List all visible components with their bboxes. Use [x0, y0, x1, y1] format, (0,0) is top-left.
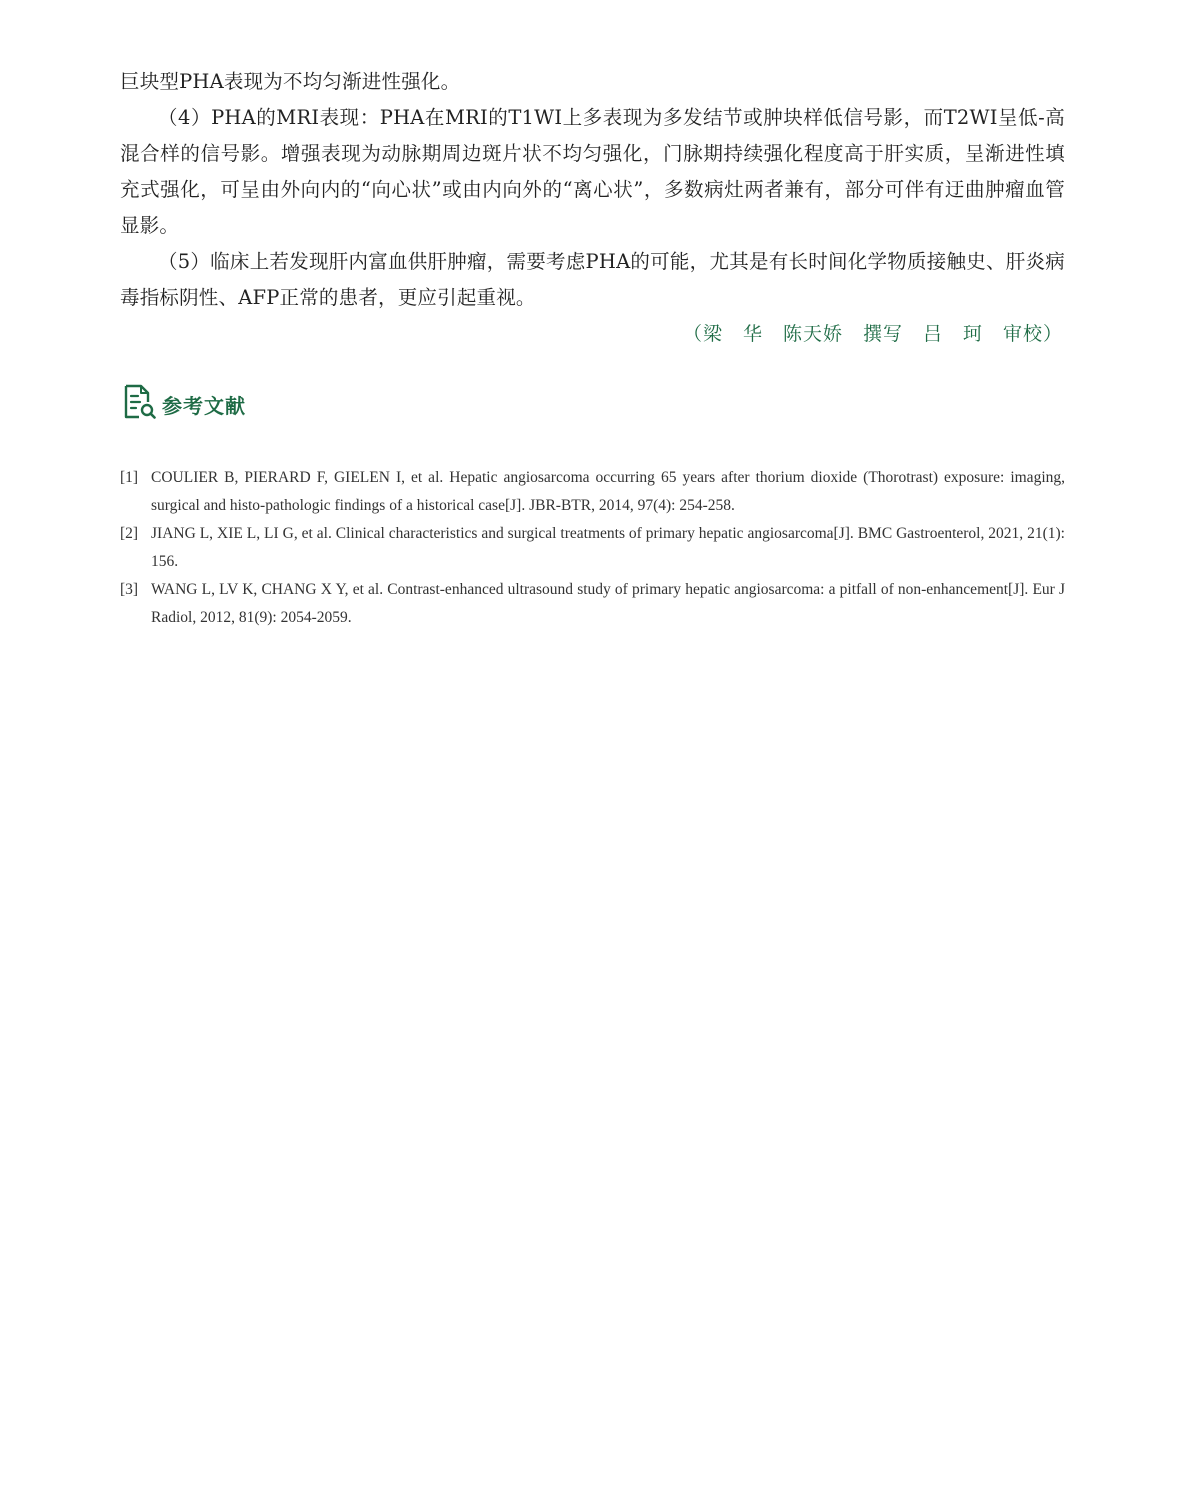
reference-list	[120, 464, 1065, 632]
reference-item	[120, 520, 1065, 576]
reference-number: [2]	[120, 525, 139, 542]
reference-item	[120, 576, 1065, 632]
paragraph-mri-findings: （4）PHA的MRI表现：PHA在MRI的T1WI上多表现为多发结节或肿块样低信号影，而T2WI呈低-高混合样的信号影。增强表现为动脉期周边斑片状不均匀强化，门脉期持续强化程度高于肝实质，呈渐进性填充式强化，可呈由外向内的“向心状”或由内向外的“离心状”，多数病灶两者兼有，部分可伴有迂曲肿瘤血管显影。	[120, 106, 1065, 237]
reference-number: [3]	[120, 581, 139, 598]
paragraph-clinical-note: （5）临床上若发现肝内富血供肝肿瘤，需要考虑PHA的可能，尤其是有长时间化学物质接触史、肝炎病毒指标阴性、AFP正常的患者，更应引起重视。	[120, 250, 1065, 309]
reference-text: WANG L, LV K, CHANG X Y, et al. Contrast-enhanced ultrasound study of primary hepatic angiosarcoma: a pitfall of non-enhancement[J]. Eur J Radiol, 2012, 81(9): 2054-2059.	[151, 581, 1065, 626]
references-title: 参考文献	[162, 394, 246, 418]
author-signature: （梁 华 陈天娇 撰写 吕 珂 审校）	[682, 323, 1063, 345]
reference-text: JIANG L, XIE L, LI G, et al. Clinical characteristics and surgical treatments of primary hepatic angiosarcoma[J]. BMC Gastroenterol, 2021, 21(1): 156.	[151, 525, 1065, 570]
reference-text: COULIER B, PIERARD F, GIELEN I, et al. Hepatic angiosarcoma occurring 65 years after thorium dioxide (Thorotrast) exposure: imaging, surgical and histo-pathologic findings of a historical case[J]. JBR-BTR, 2014, 97(4): 254-258.	[151, 469, 1065, 514]
document-search-icon	[122, 384, 156, 420]
reference-number: [1]	[120, 469, 139, 486]
reference-item	[120, 464, 1065, 520]
paragraph-continuation: 巨块型PHA表现为不均匀渐进性强化。	[120, 70, 461, 93]
